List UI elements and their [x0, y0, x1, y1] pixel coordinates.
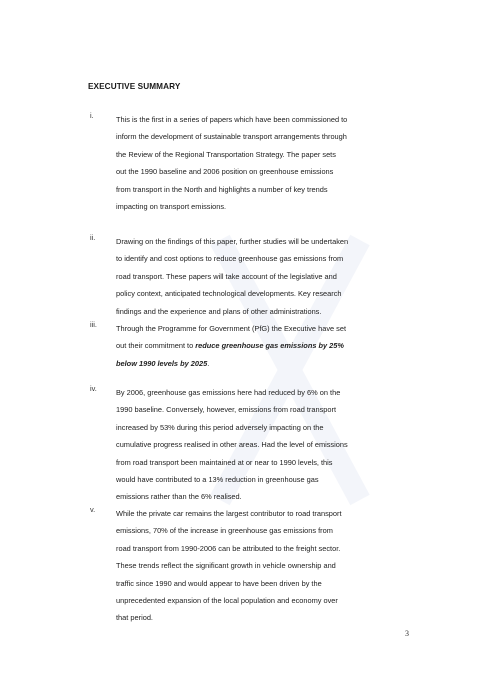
- text-line: While the private car remains the largest contributor to road transport: [116, 509, 342, 518]
- text-line: from transport in the North and highlights a number of key trends: [116, 184, 328, 194]
- text-line: would have contributed to a 13% reduction in greenhouse gas: [116, 475, 319, 485]
- text-line: impacting on transport emissions.: [116, 202, 227, 212]
- paragraph-number: iii.: [90, 320, 97, 329]
- text-line: to identify and cost options to reduce greenhouse gas emissions from: [116, 254, 344, 264]
- paragraph-number: iv.: [90, 384, 97, 393]
- paragraph-text: [116, 505, 416, 627]
- text-line: policy context, anticipated technological developments. Key research: [116, 289, 342, 299]
- paragraph-text: [116, 384, 416, 506]
- text-plain: out their commitment to: [116, 341, 196, 351]
- text-line: emissions rather than the 6% realised.: [116, 492, 242, 502]
- paragraph-number: ii.: [90, 233, 96, 242]
- text-line: [116, 337, 416, 354]
- text-line: 1990 baseline. Conversely, however, emissions from road transport: [116, 405, 337, 415]
- text-line: findings and the experience and plans of other administrations.: [116, 306, 322, 316]
- text-line: inform the development of sustainable transport arrangements through: [116, 132, 347, 142]
- paragraph-number: v.: [90, 505, 96, 514]
- emphasis-text: below 1990 levels by 2025: [116, 358, 208, 368]
- paragraph-text: [116, 233, 416, 320]
- text-line: increased by 53% during this period adversely impacting on the: [116, 422, 324, 432]
- text-line: from road transport been maintained at or near to 1990 levels, this: [116, 457, 333, 467]
- text-line: cumulative progress realised in other areas. Had the level of emissions: [116, 440, 348, 450]
- text-line: [116, 355, 416, 372]
- text-line: road transport. These papers will take account of the legislative and: [116, 271, 337, 281]
- paragraph-number: i.: [90, 111, 94, 120]
- text-line: Through the Programme for Government (PfG) the Executive have set: [116, 324, 347, 333]
- text-line: This is the first in a series of papers which have been commissioned to: [116, 115, 348, 124]
- text-line: emissions, 70% of the increase in greenhouse gas emissions from: [116, 526, 333, 536]
- text-plain: .: [207, 358, 210, 368]
- text-line: that period.: [116, 613, 153, 623]
- paragraph-text: [116, 111, 416, 215]
- text-line: unprecedented expansion of the local population and economy over: [116, 596, 338, 606]
- paragraph-text: [116, 320, 416, 372]
- text-line: out the 1990 baseline and 2006 position on greenhouse emissions: [116, 167, 334, 177]
- page-number: 3: [405, 629, 409, 638]
- text-line: By 2006, greenhouse gas emissions here had reduced by 6% on the: [116, 388, 341, 397]
- executive-summary-heading: EXECUTIVE SUMMARY: [88, 82, 181, 91]
- text-line: road transport from 1990-2006 can be attributed to the freight sector.: [116, 543, 341, 553]
- text-line: These trends reflect the significant growth in vehicle ownership and: [116, 561, 336, 571]
- text-line: the Review of the Regional Transportation Strategy. The paper sets: [116, 149, 336, 159]
- text-line: traffic since 1990 and would appear to have been driven by the: [116, 578, 322, 588]
- text-line: Drawing on the findings of this paper, further studies will be undertaken: [116, 237, 349, 246]
- emphasis-text: reduce greenhouse gas emissions by 25%: [195, 341, 344, 351]
